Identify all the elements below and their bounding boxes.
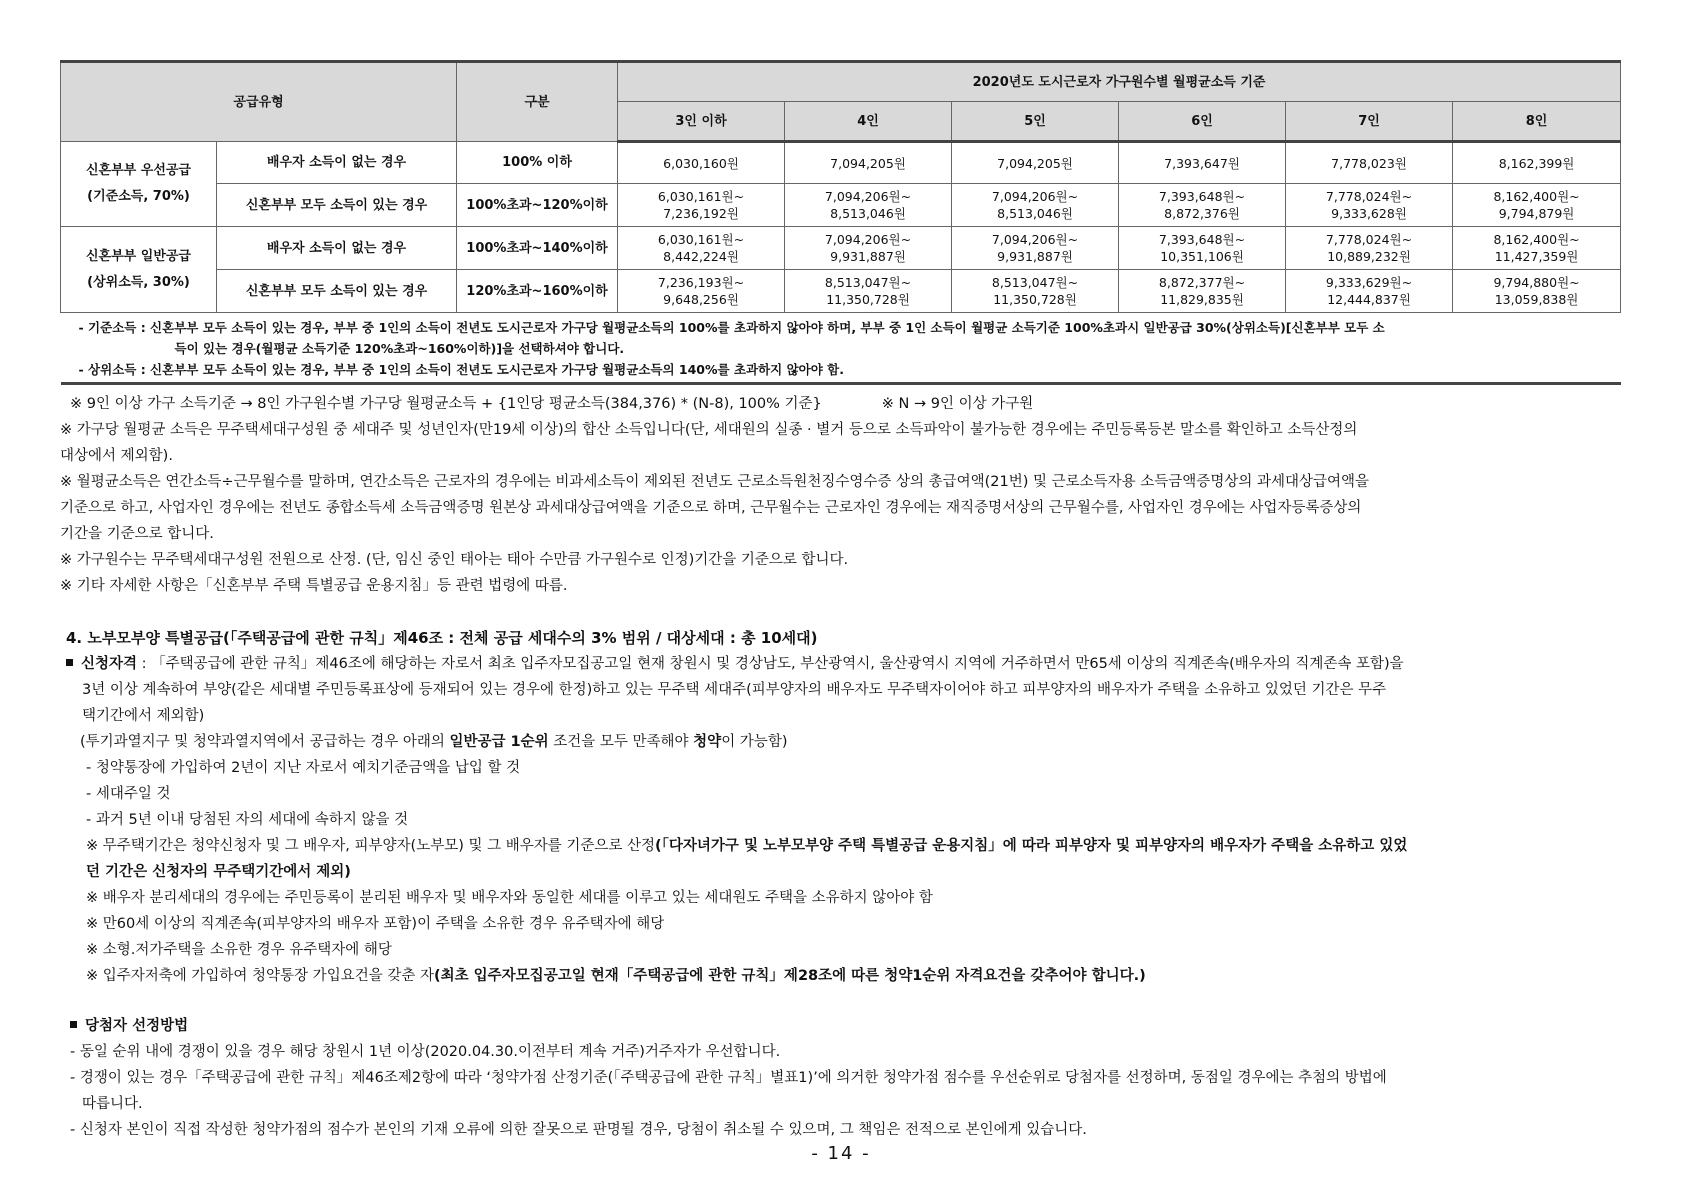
header-income-group: 2020년도 도시근로자 가구원수별 월평균소득 기준 [618, 62, 1621, 102]
income-criteria-table [60, 60, 1621, 385]
table-row [61, 270, 1621, 313]
square-bullet-icon [70, 1021, 77, 1028]
value-cell [1286, 270, 1453, 313]
text: ※ 무주택기간은 청약신청자 및 그 배우자, 피부양자(노부모) 및 그 배우자를 기준으로 산정 [86, 838, 656, 854]
memo-item: ※ 배우자 분리세대의 경우에는 주민등록이 분리된 배우자 및 배우자와 동일한 세대를 이루고 있는 세대원도 주택을 소유하지 않아야 함 [86, 890, 933, 906]
value-cell [952, 227, 1119, 270]
text: (투기과열지구 및 청약과열지역에서 공급하는 경우 아래의 [80, 734, 450, 750]
value-to: 9,648,256원 [663, 292, 739, 307]
note-text: ※ N → 9인 이상 가구원 [881, 396, 1034, 412]
row-sub-label: 신혼부부 모두 소득이 있는 경우 [217, 270, 457, 313]
value-from: 7,236,193원~ [657, 275, 745, 290]
value-from: 8,162,400원~ [1493, 232, 1580, 247]
value-to: 12,444,837원 [1327, 292, 1411, 307]
square-bullet-icon [66, 659, 73, 666]
value-cell [1119, 227, 1286, 270]
value-from: 9,333,629원~ [1325, 275, 1413, 290]
row-range: 100% 이하 [457, 142, 618, 184]
value-from: 8,513,047원~ [991, 275, 1079, 290]
value-to: 8,513,046원 [997, 206, 1073, 221]
header-household-8: 8인 [1453, 102, 1621, 142]
bold-text: (「다자녀가구 및 노부모부양 주택 특별공급 운용지침」에 따라 피부양자 및 피부양자의 배우자가 주택을 소유하고 있었 [655, 838, 1408, 854]
group-label-priority [61, 142, 217, 227]
value-cell: 7,778,023원 [1286, 142, 1453, 184]
bold-text: 일반공급 1순위 [449, 734, 549, 750]
memo-no-house-period [60, 833, 1620, 859]
memo-no-house-period-cont [60, 859, 1620, 885]
note-base-income: - 기준소득 : 신혼부부 모두 소득이 있는 경우, 부부 중 1인의 소득이 전년도 도시근로자 가구당 월평균소득의 100%를 초과하지 않아야 하며, 부부 중 1인 소득이 월평균 소득기준 100%초과시 일반공급 30%(상위소득)[신혼부부 모두 소 [78, 320, 1385, 335]
value-cell: 7,393,647원 [1119, 142, 1286, 184]
row-range: 100%초과~140%이하 [457, 227, 618, 270]
bold-text: (최초 입주자모집공고일 현재「주택공급에 관한 규칙」제28조에 따른 청약1순위 자격요건을 갖추어야 합니다.) [433, 968, 1146, 984]
group-title: 신혼부부 일반공급 [86, 248, 191, 264]
value-to: 8,872,376원 [1164, 206, 1240, 221]
selection-item: - 동일 순위 내에 경쟁이 있을 경우 해당 창원시 1년 이상(2020.04.30.이전부터 계속 거주)거주자가 우선합니다. [70, 1044, 781, 1060]
value-from: 8,872,377원~ [1158, 275, 1246, 290]
table-notes [61, 313, 1621, 384]
eligibility-cont: 3년 이상 계속하여 부양(같은 세대별 주민등록표상에 등재되어 있는 경우에 한정)하고 있는 무주택 세대주(피부양자의 배우자도 무주택자이어야 하고 피부양자의 배우자가 주택을 소유하고 있었던 기간은 무주 [82, 682, 1387, 698]
value-cell [952, 184, 1119, 227]
row-range: 100%초과~120%이하 [457, 184, 618, 227]
value-from: 7,778,024원~ [1325, 232, 1413, 247]
value-cell [1286, 227, 1453, 270]
note-upper-income: - 상위소득 : 신혼부부 모두 소득이 있는 경우, 부부 중 1인의 소득이 전년도 도시근로자 가구당 월평균소득의 140%를 초과하지 않아야 함. [78, 362, 845, 377]
memo-item [60, 963, 1620, 989]
bold-text: 청약 [693, 734, 722, 750]
value-from: 8,162,400원~ [1493, 189, 1580, 204]
group-subtitle: (기준소득, 70%) [87, 189, 190, 204]
note-9plus [60, 391, 1620, 417]
value-to: 11,829,835원 [1160, 292, 1244, 307]
group-label-general [61, 227, 217, 313]
table-row [61, 184, 1621, 227]
value-to: 10,889,232원 [1327, 249, 1411, 264]
value-from: 7,393,648원~ [1158, 189, 1246, 204]
note-other: ※ 기타 자세한 사항은「신혼부부 주택 특별공급 운용지침」등 관련 법령에 따름. [60, 578, 568, 594]
value-cell [618, 270, 785, 313]
value-to: 8,442,224원 [663, 249, 739, 264]
value-cell: 8,162,399원 [1453, 142, 1621, 184]
note-monthly-income-cont2: 기간을 기준으로 합니다. [60, 526, 214, 542]
selection-heading [60, 1013, 1620, 1039]
note-text: ※ 9인 이상 가구 소득기준 → 8인 가구원수별 가구당 월평균소득 + {1인당 평균소득(384,376) * (N-8), 100% 기준} [70, 396, 822, 412]
note-household-income: ※ 가구당 월평균 소득은 무주택세대구성원 중 세대주 및 성년인자(만19세 이상)의 합산 소득입니다(단, 세대원의 실종 · 별거 등으로 소득파악이 불가능한 경우에는 주민등록등본 말소를 확인하고 소득산정의 [60, 422, 1358, 438]
condition-item: - 과거 5년 이내 당첨된 자의 세대에 속하지 않을 것 [86, 812, 409, 828]
condition-item: - 세대주일 것 [86, 786, 171, 802]
header-household-5: 5인 [952, 102, 1119, 142]
value-cell [618, 227, 785, 270]
note-monthly-income-cont: 기준으로 하고, 사업자인 경우에는 전년도 종합소득세 소득금액증명 원본상 과세대상급여액을 기준으로 하며, 근무월수는 근로자인 경우에는 재직증명서상의 근무월수를, 사업자인 경우에는 사업자등록증상의 [60, 500, 1362, 516]
header-household-3: 3인 이하 [618, 102, 785, 142]
value-cell [785, 270, 952, 313]
selection-item: - 신청자 본인이 직접 작성한 청약가점의 점수가 본인의 기재 오류에 의한 잘못으로 판명될 경우, 당첨이 취소될 수 있으며, 그 책임은 전적으로 본인에게 있습니다. [70, 1122, 1087, 1138]
value-to: 9,931,887원 [830, 249, 906, 264]
selection-item-cont: 따릅니다. [82, 1096, 143, 1112]
header-household-6: 6인 [1119, 102, 1286, 142]
value-cell [1119, 184, 1286, 227]
value-to: 11,350,728원 [826, 292, 910, 307]
notes-block [60, 391, 1620, 599]
value-to: 10,351,106원 [1160, 249, 1244, 264]
value-to: 13,059,838원 [1494, 292, 1579, 307]
value-cell [952, 270, 1119, 313]
condition-item: - 청약통장에 가입하여 2년이 지난 자로서 예치기준금액을 납입 할 것 [86, 760, 521, 776]
row-sub-label: 배우자 소득이 없는 경우 [217, 227, 457, 270]
group-subtitle: (상위소득, 30%) [87, 274, 190, 290]
eligibility-text: : 「주택공급에 관한 규칙」제46조에 해당하는 자로서 최초 입주자모집공고일 현재 창원시 및 경상남도, 부산광역시, 울산광역시 지역에 거주하면서 만65세 이상의 직계존속(배우자의 직계존속 포함)을 [137, 656, 1404, 672]
value-to: 7,236,192원 [663, 206, 739, 221]
header-household-7: 7인 [1286, 102, 1453, 142]
header-supply-type: 공급유형 [61, 62, 457, 142]
value-to: 11,427,359원 [1494, 249, 1579, 264]
memo-item: ※ 만60세 이상의 직계존속(피부양자의 배우자 포함)이 주택을 소유한 경우 유주택자에 해당 [86, 916, 665, 932]
note-household-count: ※ 가구원수는 무주택세대구성원 전원으로 산정. (단, 임신 중인 태아는 태아 수만큼 가구원수로 인정)기간을 기준으로 합니다. [60, 552, 849, 568]
page-number: - 14 - [811, 1143, 871, 1164]
value-cell [1286, 184, 1453, 227]
row-sub-label: 배우자 소득이 없는 경우 [217, 142, 457, 184]
value-from: 6,030,161원~ [657, 232, 745, 247]
row-sub-label: 신혼부부 모두 소득이 있는 경우 [217, 184, 457, 227]
note-base-income-cont: 득이 있는 경우(월평균 소득기준 120%초과~160%이하)]을 선택하셔야 합니다. [174, 341, 625, 356]
memo-item: ※ 소형.저가주택을 소유한 경우 유주택자에 해당 [86, 942, 392, 958]
table-row [61, 142, 1621, 184]
note-household-income-cont: 대상에서 제외함). [60, 448, 173, 464]
eligibility-label: 신청자격 [81, 656, 138, 672]
value-from: 7,094,206원~ [824, 232, 912, 247]
condition-intro [60, 729, 1620, 755]
eligibility [60, 651, 1620, 677]
value-cell [785, 184, 952, 227]
row-range: 120%초과~160%이하 [457, 270, 618, 313]
header-category: 구분 [457, 62, 618, 142]
eligibility-cont2: 택기간에서 제외함) [82, 708, 205, 724]
selection-item: - 경쟁이 있는 경우「주택공급에 관한 규칙」제46조제2항에 따라 ‘청약가점 산정기준(「주택공급에 관한 규칙」별표1)’에 의거한 청약가점 점수를 우선순위로 당첨자를 선정하며, 동점일 경우에는 추첨의 방법에 [70, 1070, 1387, 1086]
value-cell: 7,094,205원 [785, 142, 952, 184]
header-household-4: 4인 [785, 102, 952, 142]
value-from: 7,094,206원~ [991, 189, 1079, 204]
value-cell [1119, 270, 1286, 313]
value-from: 6,030,161원~ [657, 189, 745, 204]
document-page [60, 60, 1620, 1143]
value-from: 7,094,206원~ [991, 232, 1079, 247]
note-monthly-income: ※ 월평균소득은 연간소득÷근무월수를 말하며, 연간소득은 근로자의 경우에는 비과세소득이 제외된 전년도 근로소득원천징수영수증 상의 총급여액(21번) 및 근로소득자용 소득금액증명상의 과세대상급여액을 [60, 474, 1369, 490]
value-cell [1453, 184, 1621, 227]
value-from: 8,513,047원~ [824, 275, 912, 290]
value-cell [1453, 227, 1621, 270]
bold-text: 던 기간은 신청자의 무주택기간에서 제외) [86, 864, 351, 880]
value-cell [785, 227, 952, 270]
value-from: 9,794,880원~ [1493, 275, 1580, 290]
selection-heading-text: 당첨자 선정방법 [85, 1018, 189, 1034]
value-to: 9,333,628원 [1331, 206, 1407, 221]
value-from: 7,094,206원~ [824, 189, 912, 204]
table-notes-row [61, 313, 1621, 384]
value-cell [1453, 270, 1621, 313]
section-heading: 4. 노부모부양 특별공급(「주택공급에 관한 규칙」제46조 : 전체 공급 세대수의 3% 범위 / 대상세대 : 총 10세대) [66, 629, 818, 647]
value-to: 8,513,046원 [830, 206, 906, 221]
text: 조건을 모두 만족해야 [548, 734, 694, 750]
text: 이 가능함) [721, 734, 788, 750]
value-to: 9,931,887원 [997, 249, 1073, 264]
value-cell: 6,030,160원 [618, 142, 785, 184]
value-from: 7,393,648원~ [1158, 232, 1246, 247]
value-cell: 7,094,205원 [952, 142, 1119, 184]
value-cell [618, 184, 785, 227]
table-row [61, 227, 1621, 270]
text: ※ 입주자저축에 가입하여 청약통장 가입요건을 갖춘 자 [86, 968, 434, 984]
value-to: 9,794,879원 [1498, 206, 1575, 221]
group-title: 신혼부부 우선공급 [86, 163, 191, 178]
value-to: 11,350,728원 [993, 292, 1077, 307]
value-from: 7,778,024원~ [1325, 189, 1413, 204]
